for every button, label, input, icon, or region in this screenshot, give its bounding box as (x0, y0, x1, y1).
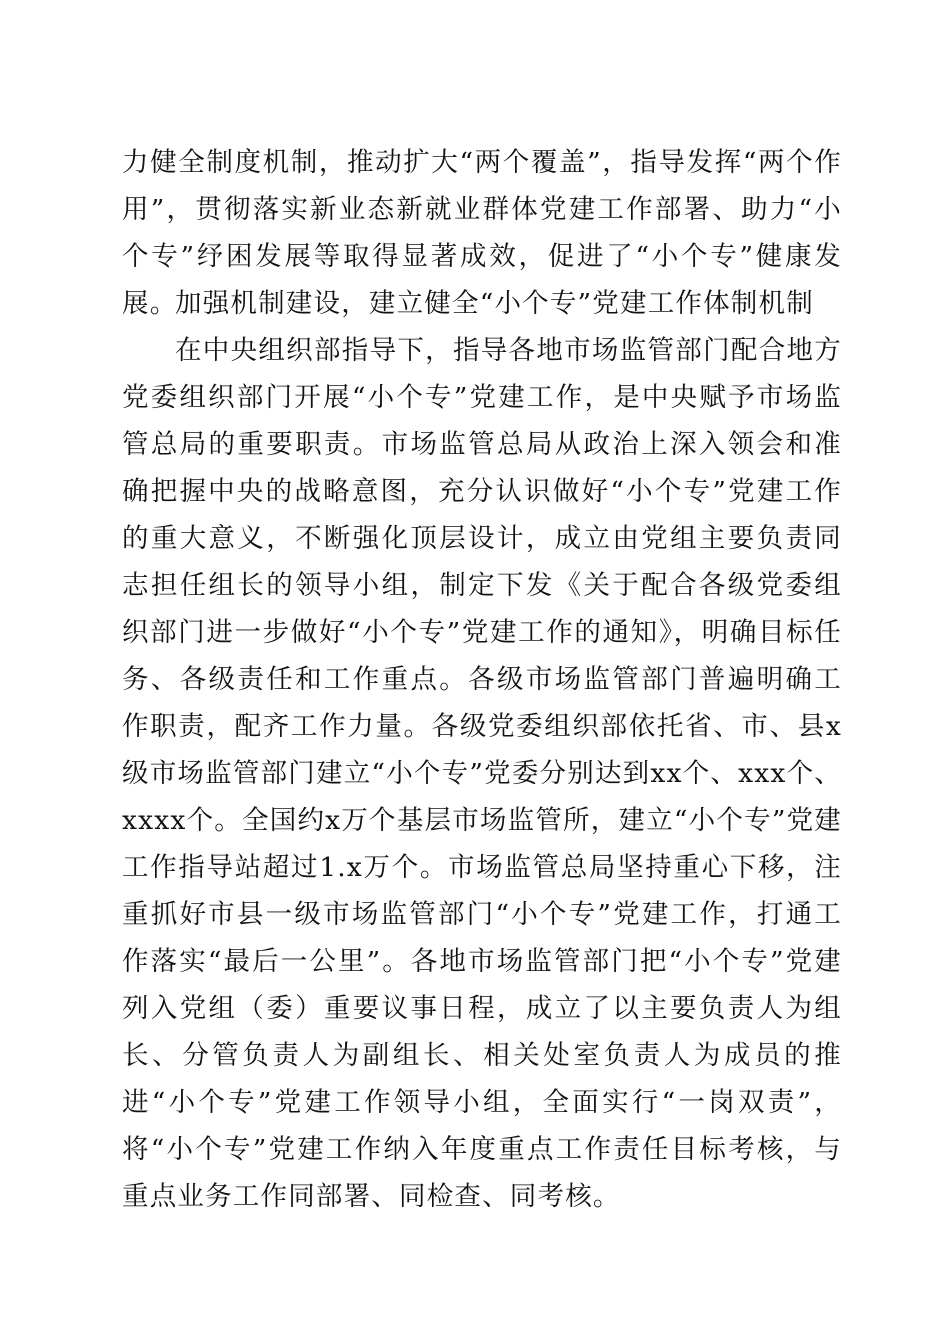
body-paragraph-continued: 力健全制度机制，推动扩大“两个覆盖”，指导发挥“两个作用”，贯彻落实新业态新就业群体党建工作部署、助力“小个专”纾困发展等取得显著成效，促进了“小个专”健康发展。 (122, 147, 842, 319)
body-paragraph: 在中央组织部指导下，指导各地市场监管部门配合地方党委组织部门开展“小个专”党建工作，是中央赋予市场监管总局的重要职责。市场监管总局从政治上深入领会和准确把握中央的战略意图，充分认识做好“小个专”党建工作的重大意义，不断强化顶层设计，成立由党组主要负责同志担任组长的领导小组，制定下发《关于配合各级党委组织部门进一步做好“小个专”党建工作的通知》，明确目标任务、各级责任和工作重点。各级市场监管部门普遍明确工作职责，配齐工作力量。各级党委组织部依托省、市、县x级市场监管部门建立“小个专”党委分别达到xx个、xxx个、xxxx个。全国约x万个基层市场监管所，建立“小个专”党建工作指导站超过1.x万个。市场监管总局坚持重心下移，注重抓好市县一级市场监管部门“小个专”党建工作，打通工作落实“最后一公里”。各地市场监管部门把“小个专”党建列入党组（委）重要议事日程，成立了以主要负责人为组长、分管负责人为副组长、相关处室负责人为成员的推进“小个专”党建工作领导小组，全面实行“一岗双责”，将“小个专”党建工作纳入年度重点工作责任目标考核，与重点业务工作同部署、同检查、同考核。 (122, 335, 842, 1212)
section-heading: 加强机制建设，建立健全“小个专”党建工作体制机制 (175, 288, 814, 319)
